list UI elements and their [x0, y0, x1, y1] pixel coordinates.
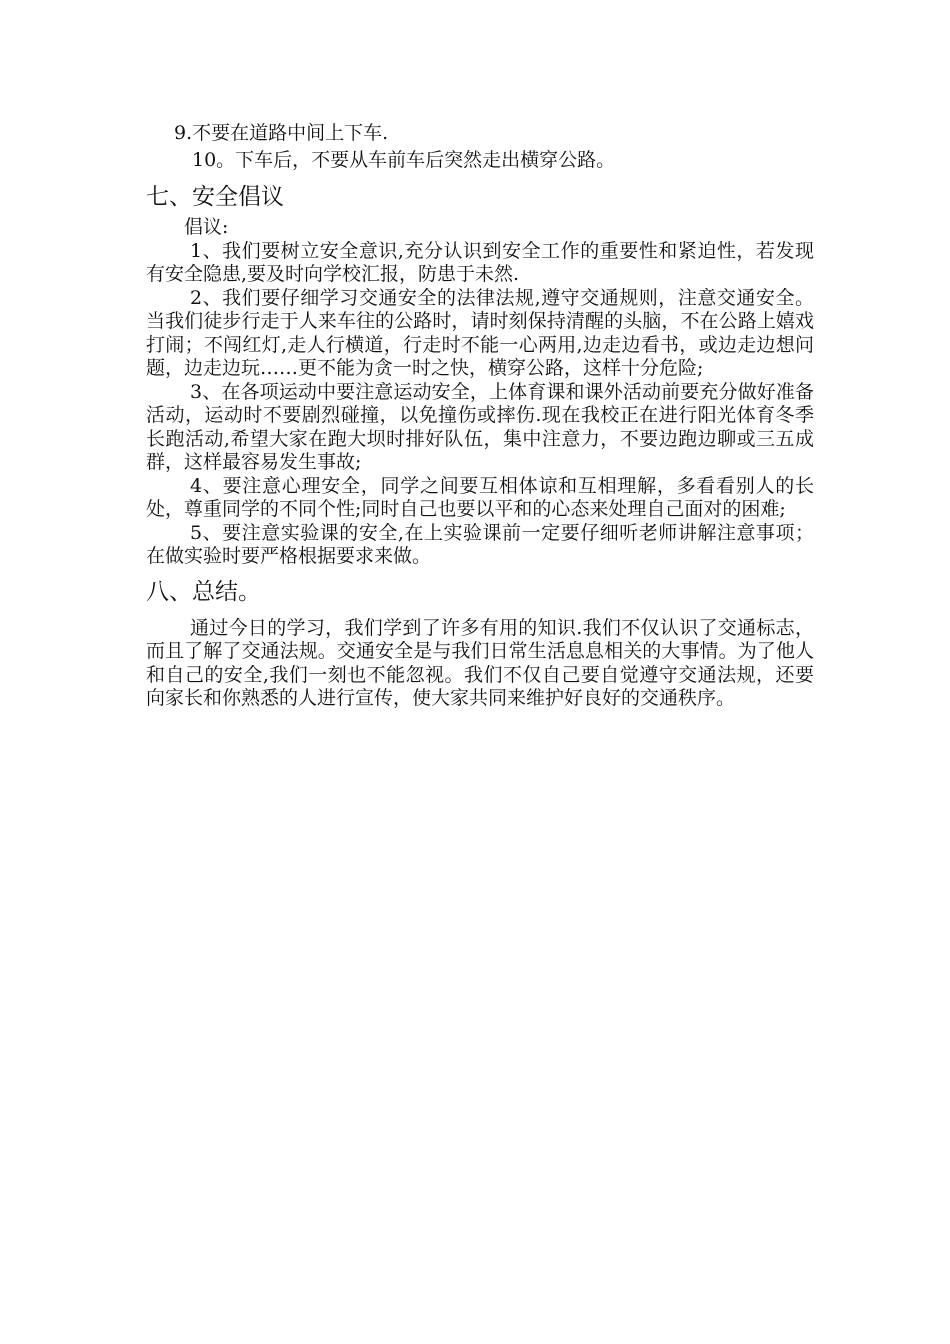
section-heading-safety-proposal: 七、安全倡议 [146, 184, 284, 210]
proposal-item-2: 2、我们要仔细学习交通安全的法律法规,遵守交通规则，注意交通安全。当我们徒步行走于人来车往的公路时，请时刻保持清醒的头脑，不在公路上嬉戏打闹；不闯红灯,走人行横道，行走时不能一心两用,边走边看书，或边走边想问题，边走边玩……更不能为贪一时之快，横穿公路，这样十分危险; [146, 286, 814, 379]
proposal-item-1: 1、我们要树立安全意识,充分认识到安全工作的重要性和紧迫性，若发现有安全隐患,要及时向学校汇报，防患于未然. [146, 239, 814, 285]
proposal-item-5: 5、要注意实验课的安全,在上实验课前一定要仔细听老师讲解注意事项；在做实验时要严格根据要求来做。 [146, 521, 814, 567]
summary-paragraph: 通过今日的学习，我们学到了许多有用的知识.我们不仅认识了交通标志，而且了解了交通法规。交通安全是与我们日常生活息息相关的大事情。为了他人和自己的安全,我们一刻也不能忽视。我们不仅自己要自觉遵守交通法规，还要向家长和你熟悉的人进行宣传，使大家共同来维护好良好的交通秩序。 [146, 616, 814, 709]
rule-item-9: 9.不要在道路中间上下车. [174, 122, 389, 144]
proposal-item-3: 3、在各项运动中要注意运动安全，上体育课和课外活动前要充分做好准备活动，运动时不要剧烈碰撞，以免撞伤或摔伤.现在我校正在进行阳光体育冬季长跑活动,希望大家在跑大坝时排好队伍，集中注意力，不要边跑边聊或三五成群，这样最容易发生事故; [146, 380, 814, 473]
rule-item-10: 10。下车后，不要从车前车后突然走出横穿公路。 [192, 148, 616, 171]
proposal-intro: 倡议: [184, 216, 229, 238]
section-heading-summary: 八、总结。 [146, 578, 261, 605]
proposal-item-4: 4、要注意心理安全，同学之间要互相体谅和互相理解，多看看别人的长处，尊重同学的不同个性;同时自己也要以平和的心态来处理自己面对的困难; [146, 474, 814, 520]
document-body [146, 122, 814, 711]
